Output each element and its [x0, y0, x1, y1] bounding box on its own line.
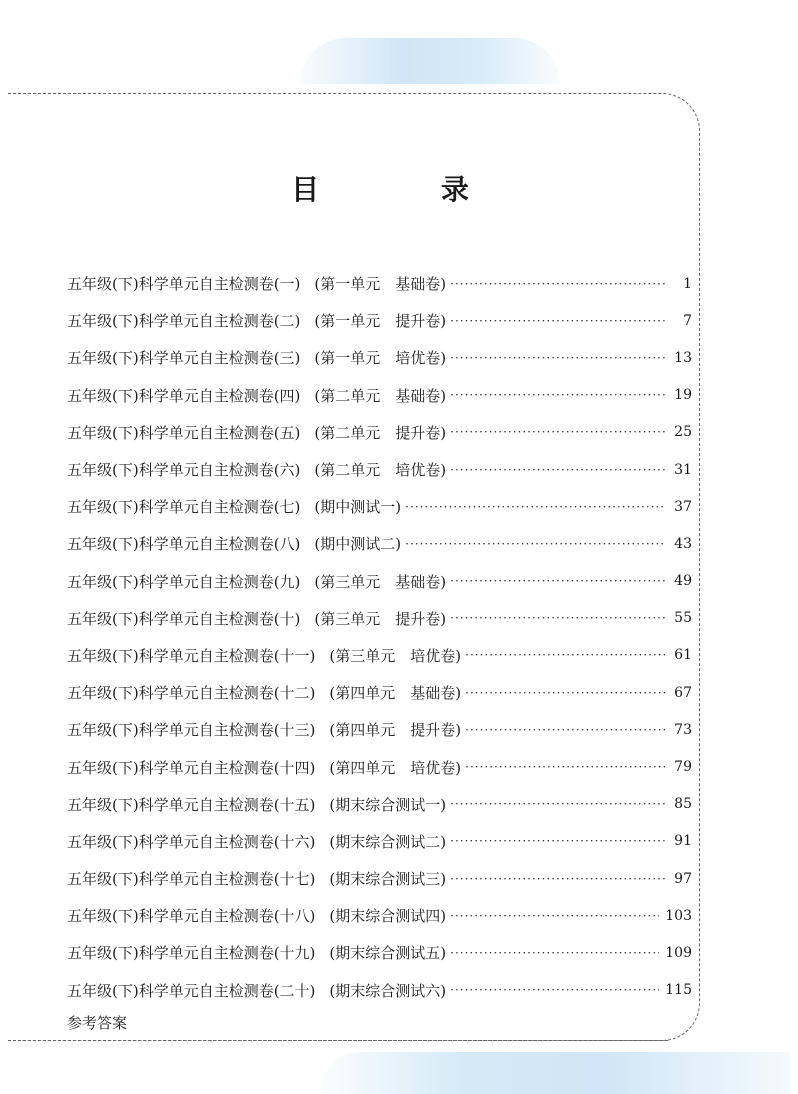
toc-entry-title: 五年级(下)科学单元自主检测卷(九) [67, 572, 301, 591]
toc-page-number: 109 [665, 944, 692, 961]
toc-entry[interactable] [67, 451, 692, 488]
frame-bottom-line [8, 1040, 668, 1041]
dot-leader [450, 574, 666, 588]
toc-entry[interactable] [67, 972, 692, 1009]
toc-entry[interactable] [67, 823, 692, 860]
toc-page-number: 97 [674, 870, 692, 887]
toc-page-number: 79 [674, 759, 692, 776]
dot-leader [405, 537, 666, 551]
toc-entry[interactable] [67, 748, 692, 785]
toc-entry-title: 五年级(下)科学单元自主检测卷(八) [67, 535, 301, 554]
toc-entry-subtitle: (第四单元 提升卷) [329, 721, 462, 740]
toc-entry[interactable] [67, 377, 692, 414]
toc-entry-subtitle: (第一单元 提升卷) [314, 312, 447, 331]
toc-entry-title: 五年级(下)科学单元自主检测卷(十九) [67, 944, 316, 963]
toc-entry-title: 五年级(下)科学单元自主检测卷(十七) [67, 870, 316, 889]
toc-entry-subtitle: (第四单元 培优卷) [329, 758, 462, 777]
toc-entry-subtitle: (期末综合测试二) [329, 832, 447, 851]
toc-entry-subtitle: (期末综合测试五) [329, 944, 447, 963]
dot-leader [450, 611, 666, 625]
toc-entry-title: 五年级(下)科学单元自主检测卷(二十) [67, 981, 316, 1000]
toc-entry[interactable] [67, 786, 692, 823]
dot-leader [450, 351, 666, 365]
toc-entry[interactable] [67, 860, 692, 897]
toc-page-number: 1 [683, 275, 692, 292]
toc-page-number: 31 [674, 461, 692, 478]
dot-leader [450, 797, 666, 811]
toc-entry-subtitle: (期末综合测试四) [329, 907, 447, 926]
toc-page-number: 37 [674, 498, 692, 515]
toc-entry-title: 五年级(下)科学单元自主检测卷(七) [67, 498, 301, 517]
toc-page-number: 103 [665, 907, 692, 924]
toc-page-number: 85 [674, 796, 692, 813]
toc-page-number: 115 [665, 982, 692, 999]
toc-entry-subtitle: (第三单元 提升卷) [314, 609, 447, 628]
dot-leader [450, 388, 666, 402]
toc-entry-subtitle: (期中测试一) [314, 498, 402, 517]
toc-entry[interactable] [67, 563, 692, 600]
toc-entry-title: 五年级(下)科学单元自主检测卷(三) [67, 349, 301, 368]
dot-leader [450, 314, 666, 328]
answers-link[interactable]: 参考答案 [67, 1014, 128, 1032]
toc-page-number: 73 [674, 721, 692, 738]
toc-entry-title: 五年级(下)科学单元自主检测卷(十二) [67, 684, 316, 703]
toc-page-number: 7 [683, 312, 692, 329]
toc-page-number: 55 [674, 610, 692, 627]
toc-entry[interactable] [67, 711, 692, 748]
toc-entry-title: 五年级(下)科学单元自主检测卷(十八) [67, 907, 316, 926]
dot-leader [450, 425, 666, 439]
toc-entry-title: 五年级(下)科学单元自主检测卷(一) [67, 275, 301, 294]
toc-entry[interactable] [67, 525, 692, 562]
toc-entry-subtitle: (期末综合测试三) [329, 870, 447, 889]
dot-leader [450, 983, 659, 997]
toc-page-number: 13 [674, 349, 692, 366]
toc-entry-title: 五年级(下)科学单元自主检测卷(五) [67, 423, 301, 442]
toc-entry-title: 五年级(下)科学单元自主检测卷(十六) [67, 832, 316, 851]
toc-entry-title: 五年级(下)科学单元自主检测卷(十三) [67, 721, 316, 740]
toc-entry-title: 五年级(下)科学单元自主检测卷(四) [67, 386, 301, 405]
toc-entry[interactable] [67, 302, 692, 339]
toc-page-number: 19 [674, 387, 692, 404]
toc-entry-subtitle: (第一单元 培优卷) [314, 349, 447, 368]
toc-entry-subtitle: (第二单元 提升卷) [314, 423, 447, 442]
dot-leader [465, 723, 666, 737]
toc-page-number: 91 [674, 833, 692, 850]
dot-leader [450, 872, 666, 886]
toc-entry-subtitle: (第三单元 基础卷) [314, 572, 447, 591]
toc-entry-subtitle: (第一单元 基础卷) [314, 275, 447, 294]
toc-entry[interactable] [67, 934, 692, 971]
top-decoration [300, 38, 560, 84]
dot-leader [450, 909, 659, 923]
toc-entry[interactable] [67, 339, 692, 376]
toc-entry-title: 五年级(下)科学单元自主检测卷(十四) [67, 758, 316, 777]
dot-leader [450, 834, 666, 848]
toc-page-number: 49 [674, 573, 692, 590]
dot-leader [465, 760, 666, 774]
toc-page-number: 25 [674, 424, 692, 441]
toc-entry[interactable] [67, 600, 692, 637]
toc-entry-subtitle: (第四单元 基础卷) [329, 684, 462, 703]
dot-leader [450, 946, 659, 960]
toc-entry[interactable] [67, 674, 692, 711]
toc-entry-subtitle: (期中测试二) [314, 535, 402, 554]
toc-entry-subtitle: (期末综合测试六) [329, 981, 447, 1000]
dot-leader [465, 686, 666, 700]
toc-page-number: 67 [674, 684, 692, 701]
dot-leader [465, 648, 666, 662]
dot-leader [450, 277, 666, 291]
dot-leader [405, 500, 666, 514]
toc-entry-subtitle: (期末综合测试一) [329, 795, 447, 814]
table-of-contents [67, 265, 692, 1009]
toc-entry-title: 五年级(下)科学单元自主检测卷(六) [67, 461, 301, 480]
dot-leader [450, 463, 666, 477]
toc-entry-title: 五年级(下)科学单元自主检测卷(二) [67, 312, 301, 331]
toc-entry[interactable] [67, 637, 692, 674]
toc-page-number: 61 [674, 647, 692, 664]
toc-entry-title: 五年级(下)科学单元自主检测卷(十五) [67, 795, 316, 814]
toc-entry[interactable] [67, 897, 692, 934]
toc-entry[interactable] [67, 414, 692, 451]
toc-entry-subtitle: (第二单元 基础卷) [314, 386, 447, 405]
toc-entry-title: 五年级(下)科学单元自主检测卷(十) [67, 609, 301, 628]
toc-entry[interactable] [67, 488, 692, 525]
bottom-decoration [320, 1052, 790, 1094]
page-title: 目 录 [291, 173, 525, 206]
toc-page-number: 43 [674, 535, 692, 552]
toc-entry-title: 五年级(下)科学单元自主检测卷(十一) [67, 646, 316, 665]
toc-entry[interactable] [67, 265, 692, 302]
toc-entry-subtitle: (第二单元 培优卷) [314, 461, 447, 480]
toc-entry-subtitle: (第三单元 培优卷) [329, 646, 462, 665]
